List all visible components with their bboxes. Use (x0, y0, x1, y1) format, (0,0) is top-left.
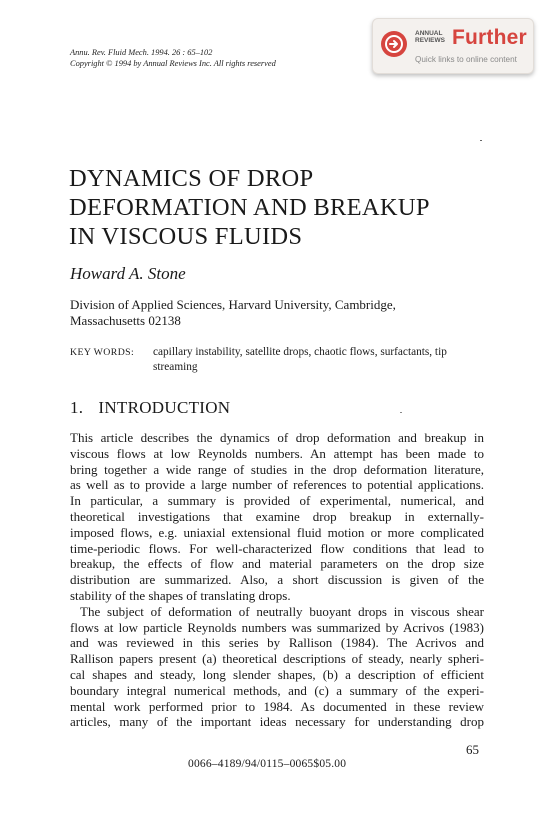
annual-reviews-logo-text: ANNUAL REVIEWS (415, 30, 445, 44)
article-code-footer: 0066–4189/94/0115–0065$05.00 (188, 758, 347, 770)
body-line: boundary integral numerical methods, and (c) a summary of the experi- (70, 682, 484, 698)
affiliation-line-2: Massachusetts 02138 (70, 313, 181, 328)
body-line: articles, many of the important ideas necessary for understanding drop (70, 714, 484, 730)
body-line: theoretical investigations that examine drop breakup in externally- (70, 508, 484, 524)
body-line: bring together a wide range of studies in the drop deformation literature, (70, 461, 484, 477)
keywords-line-2: streaming (153, 361, 198, 373)
body-line: flows at low particle Reynolds numbers was summarized by Acrivos (1983) (70, 619, 484, 635)
body-line: mental work performed prior to 1984. As documented in these review (70, 698, 484, 714)
body-line: imposed flows, e.g. uniaxial extensional fluid motion or more complicated (70, 524, 484, 540)
further-link-badge[interactable] (372, 18, 534, 74)
body-line: and was reviewed in this series by Rallison (1984). The Acrivos and (70, 635, 484, 651)
body-line: as well as to provide a large number of references to potential applications. (70, 477, 484, 493)
body-line: cal shapes and steady, long slender shapes, (b) a description of efficient (70, 666, 484, 682)
body-line: viscous flows at low Reynolds numbers. An attempt has been made to (70, 445, 484, 461)
affiliation-line-1: Division of Applied Sciences, Harvard University, Cambridge, (70, 297, 396, 312)
keywords-line-1: capillary instability, satellite drops, chaotic flows, surfactants, tip (153, 346, 447, 358)
body-line: In particular, a summary is provided of experimental, numerical, and (70, 493, 484, 509)
section-heading (70, 398, 230, 418)
further-label: Further (452, 26, 527, 49)
stray-mark (400, 412, 402, 413)
body-line: distribution are summarized. Also, a short discussion is given of the (70, 572, 484, 588)
citation-line-1: Annu. Rev. Fluid Mech. 1994. 26 : 65–102 (70, 48, 213, 57)
body-line: time-periodic flows. For well-characterized flow conditions that lead to (70, 540, 484, 556)
title-line-3: IN VISCOUS FLUIDS (69, 223, 303, 250)
author-affiliation (70, 297, 490, 329)
stray-mark (480, 140, 482, 141)
body-line: Rallison papers present (a) theoretical descriptions of steady, nearly spheri- (70, 651, 484, 667)
body-line: breakup, the effects of flow and material parameters on the drop size (70, 556, 484, 572)
title-line-1: DYNAMICS OF DROP (69, 165, 314, 192)
body-line: The subject of deformation of neutrally buoyant drops in viscous shear (80, 603, 484, 619)
article-title (69, 164, 509, 251)
page-number: 65 (466, 742, 479, 757)
keywords-list (153, 345, 493, 375)
body-text (70, 430, 484, 730)
arrow-circle-icon (381, 31, 407, 57)
citation-line-2: Copyright © 1994 by Annual Reviews Inc. All rights reserved (70, 59, 276, 68)
keywords-label: KEY WORDS: (70, 347, 135, 358)
author-name: Howard A. Stone (70, 264, 186, 283)
further-subtitle: Quick links to online content (415, 55, 517, 64)
title-line-2: DEFORMATION AND BREAKUP (69, 194, 430, 221)
section-number: 1. (70, 398, 84, 417)
section-title: INTRODUCTION (98, 398, 231, 417)
body-line: stability of the shapes of translating drops. (70, 587, 291, 603)
journal-citation (70, 47, 276, 69)
body-line: This article describes the dynamics of drop deformation and breakup in (70, 430, 484, 445)
